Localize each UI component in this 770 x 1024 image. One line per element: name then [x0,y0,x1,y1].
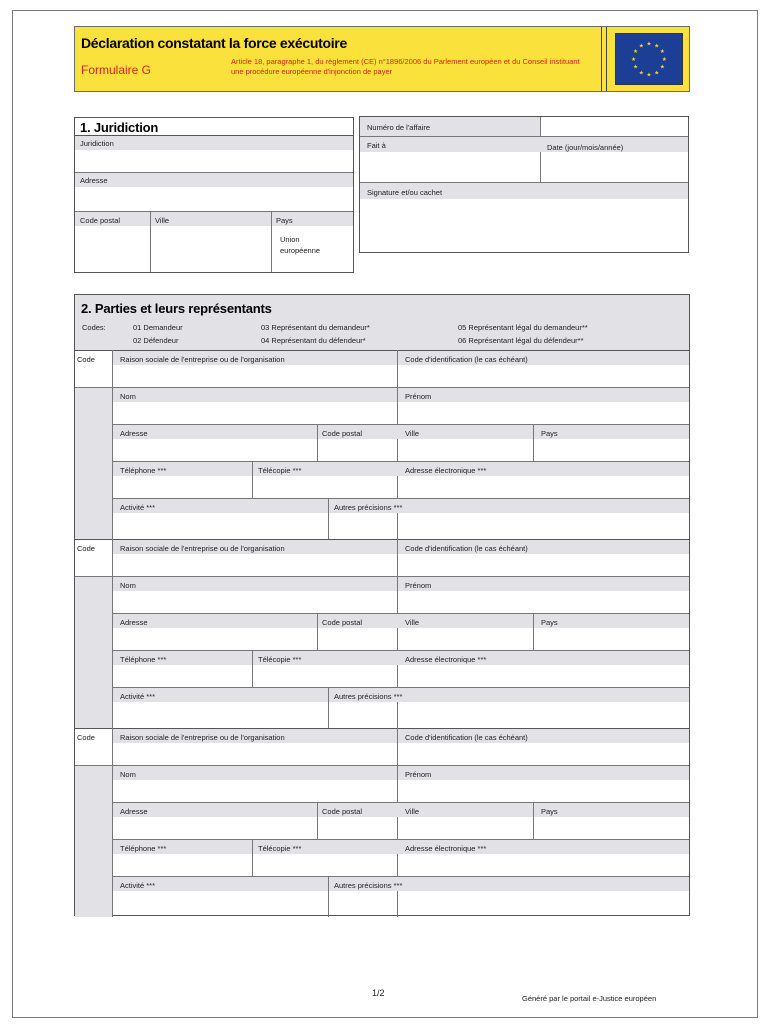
flag-star-icon: ★ [646,72,652,79]
party-postal-code-field[interactable] [318,628,397,650]
case-info-box [359,116,689,253]
flag-star-icon: ★ [659,49,665,56]
activity-label: Activité *** [120,881,156,890]
party-postal-code-field[interactable] [318,817,397,839]
case-number-label: Numéro de l'affaire [367,123,430,132]
form-header [74,26,690,92]
name-label-bar [113,577,689,591]
name-label-bar [113,766,689,780]
signature-field[interactable] [360,199,688,252]
party-city-field[interactable] [398,439,533,461]
flag-star-icon: ★ [638,70,644,77]
party-country-field[interactable] [534,439,689,461]
party-country-field[interactable] [534,628,689,650]
flag-star-icon: ★ [654,43,660,50]
activity-field[interactable] [113,513,328,535]
section-parties [74,294,690,916]
party-address-field[interactable] [113,628,317,650]
party-address-label: Adresse [120,618,148,627]
phone-label: Téléphone *** [120,844,167,853]
name-label: Nom [120,770,136,779]
code-03: 03 Représentant du demandeur* [261,323,370,332]
fax-label: Télécopie *** [258,466,302,475]
date-label: Date (jour/mois/année) [547,143,624,152]
jurisdiction-label-bar [75,136,353,150]
section-parties-title: 2. Parties et leurs représentants [81,301,272,316]
party-city-label: Ville [405,618,420,627]
page-number: 1/2 [372,988,385,998]
name-label: Nom [120,581,136,590]
phone-field[interactable] [113,854,252,876]
identification-label: Code d'identification (le cas échéant) [405,355,528,364]
postal-code-label: Code postal [80,216,121,225]
identification-field[interactable] [398,554,689,576]
fax-field[interactable] [253,854,397,876]
activity-field[interactable] [113,702,328,724]
other-label: Autres précisions *** [334,503,403,512]
country-value: Union européenne [280,235,321,255]
first-name-label: Prénom [405,770,432,779]
party-address-label: Adresse [120,807,148,816]
activity-label: Activité *** [120,692,156,701]
other-field[interactable] [329,891,689,913]
party-country-label: Pays [541,618,558,627]
code-label: Code [77,544,95,553]
divider [271,212,272,272]
fax-field[interactable] [253,665,397,687]
name-label-bar [113,388,689,402]
party-postal-code-label: Code postal [322,618,363,627]
party-city-field[interactable] [398,628,533,650]
signature-label: Signature et/ou cachet [367,188,443,197]
code-01: 01 Demandeur [133,323,183,332]
code-02: 02 Défendeur [133,336,179,345]
activity-label: Activité *** [120,503,156,512]
company-label: Raison sociale de l'entreprise ou de l'organisation [120,355,285,364]
email-field[interactable] [398,854,689,876]
company-field[interactable] [113,365,397,387]
party-city-label: Ville [405,429,420,438]
phone-label: Téléphone *** [120,466,167,475]
code-column-fill [75,387,112,539]
code-field[interactable] [75,743,112,765]
phone-label-bar [113,462,689,476]
flag-star-icon: ★ [661,56,667,63]
first-name-field[interactable] [398,402,689,424]
form-title: Déclaration constatant la force exécutoire [81,35,347,51]
name-field[interactable] [113,402,397,424]
fax-label: Télécopie *** [258,655,302,664]
phone-label: Téléphone *** [120,655,167,664]
name-label: Nom [120,392,136,401]
identification-field[interactable] [398,365,689,387]
case-number-field[interactable] [541,117,688,136]
email-label: Adresse électronique *** [405,655,487,664]
first-name-label: Prénom [405,581,432,590]
eu-flag-icon [615,33,683,85]
done-at-label: Fait à [367,141,386,150]
generated-by: Généré par le portail e-Justice européen [522,994,657,1003]
party-country-field[interactable] [534,817,689,839]
company-label: Raison sociale de l'entreprise ou de l'organisation [120,733,285,742]
flag-star-icon: ★ [633,49,639,56]
other-label: Autres précisions *** [334,881,403,890]
first-name-label: Prénom [405,392,432,401]
header-separator [601,27,607,91]
phone-label-bar [113,840,689,854]
address-label-bar [113,614,689,628]
party-address-field[interactable] [113,817,317,839]
section-jurisdiction-title: 1. Juridiction [80,120,159,135]
email-field[interactable] [398,476,689,498]
postal-code-field[interactable] [75,226,150,272]
email-label: Adresse électronique *** [405,466,487,475]
code-column-fill [75,576,112,728]
city-field[interactable] [151,226,271,272]
jurisdiction-field[interactable] [75,150,353,172]
first-name-field[interactable] [398,591,689,613]
code-field[interactable] [75,365,112,387]
code-column-fill [75,765,112,917]
party-postal-code-field[interactable] [318,439,397,461]
flag-star-icon: ★ [638,43,644,50]
flag-star-icon: ★ [633,64,639,71]
party-country-label: Pays [541,429,558,438]
city-label: Ville [155,216,170,225]
code-field[interactable] [75,554,112,576]
name-field[interactable] [113,591,397,613]
flag-star-icon: ★ [654,70,660,77]
country-label: Pays [276,216,293,225]
party-postal-code-label: Code postal [322,807,363,816]
date-field[interactable] [541,152,688,182]
fax-label: Télécopie *** [258,844,302,853]
jurisdiction-label: Juridiction [80,139,114,148]
fax-field[interactable] [253,476,397,498]
email-field[interactable] [398,665,689,687]
party-postal-code-label: Code postal [322,429,363,438]
phone-label-bar [113,651,689,665]
activity-field[interactable] [113,891,328,913]
place-date-label-bar [360,137,688,152]
party-address-label: Adresse [120,429,148,438]
phone-field[interactable] [113,665,252,687]
identification-label: Code d'identification (le cas échéant) [405,544,528,553]
company-label: Raison sociale de l'entreprise ou de l'organisation [120,544,285,553]
code-label: Code [77,733,95,742]
address-label: Adresse [80,176,108,185]
company-field[interactable] [113,554,397,576]
phone-field[interactable] [113,476,252,498]
form-name: Formulaire G [81,63,152,77]
address-field[interactable] [75,187,353,209]
eu-flag-svg [616,34,682,84]
party-country-label: Pays [541,807,558,816]
flag-star-icon: ★ [646,41,652,48]
name-field[interactable] [113,780,397,802]
party-city-label: Ville [405,807,420,816]
address-label-bar [113,803,689,817]
address-label-bar [75,173,353,187]
identification-label: Code d'identification (le cas échéant) [405,733,528,742]
email-label: Adresse électronique *** [405,844,487,853]
address-label-bar [113,425,689,439]
other-field[interactable] [329,702,689,724]
code-04: 04 Représentant du défendeur* [261,336,366,345]
party-address-field[interactable] [113,439,317,461]
other-field[interactable] [329,513,689,535]
party-city-field[interactable] [398,817,533,839]
company-field[interactable] [113,743,397,765]
flag-star-icon: ★ [631,56,637,63]
codes-label: Codes: [82,323,106,332]
other-label: Autres précisions *** [334,692,403,701]
identification-field[interactable] [398,743,689,765]
section-jurisdiction [74,117,354,273]
done-at-field[interactable] [360,152,540,182]
legal-reference: Article 18, paragraphe 1, du règlement (CE) n°1896/2006 du Parlement européen et du Conseil instituant une procédure européenne d'injonction de payer [231,57,580,76]
flag-star-icon: ★ [659,64,665,71]
first-name-field[interactable] [398,780,689,802]
code-05: 05 Représentant légal du demandeur** [458,323,588,332]
code-06: 06 Représentant légal du défendeur** [458,336,584,345]
code-label: Code [77,355,95,364]
